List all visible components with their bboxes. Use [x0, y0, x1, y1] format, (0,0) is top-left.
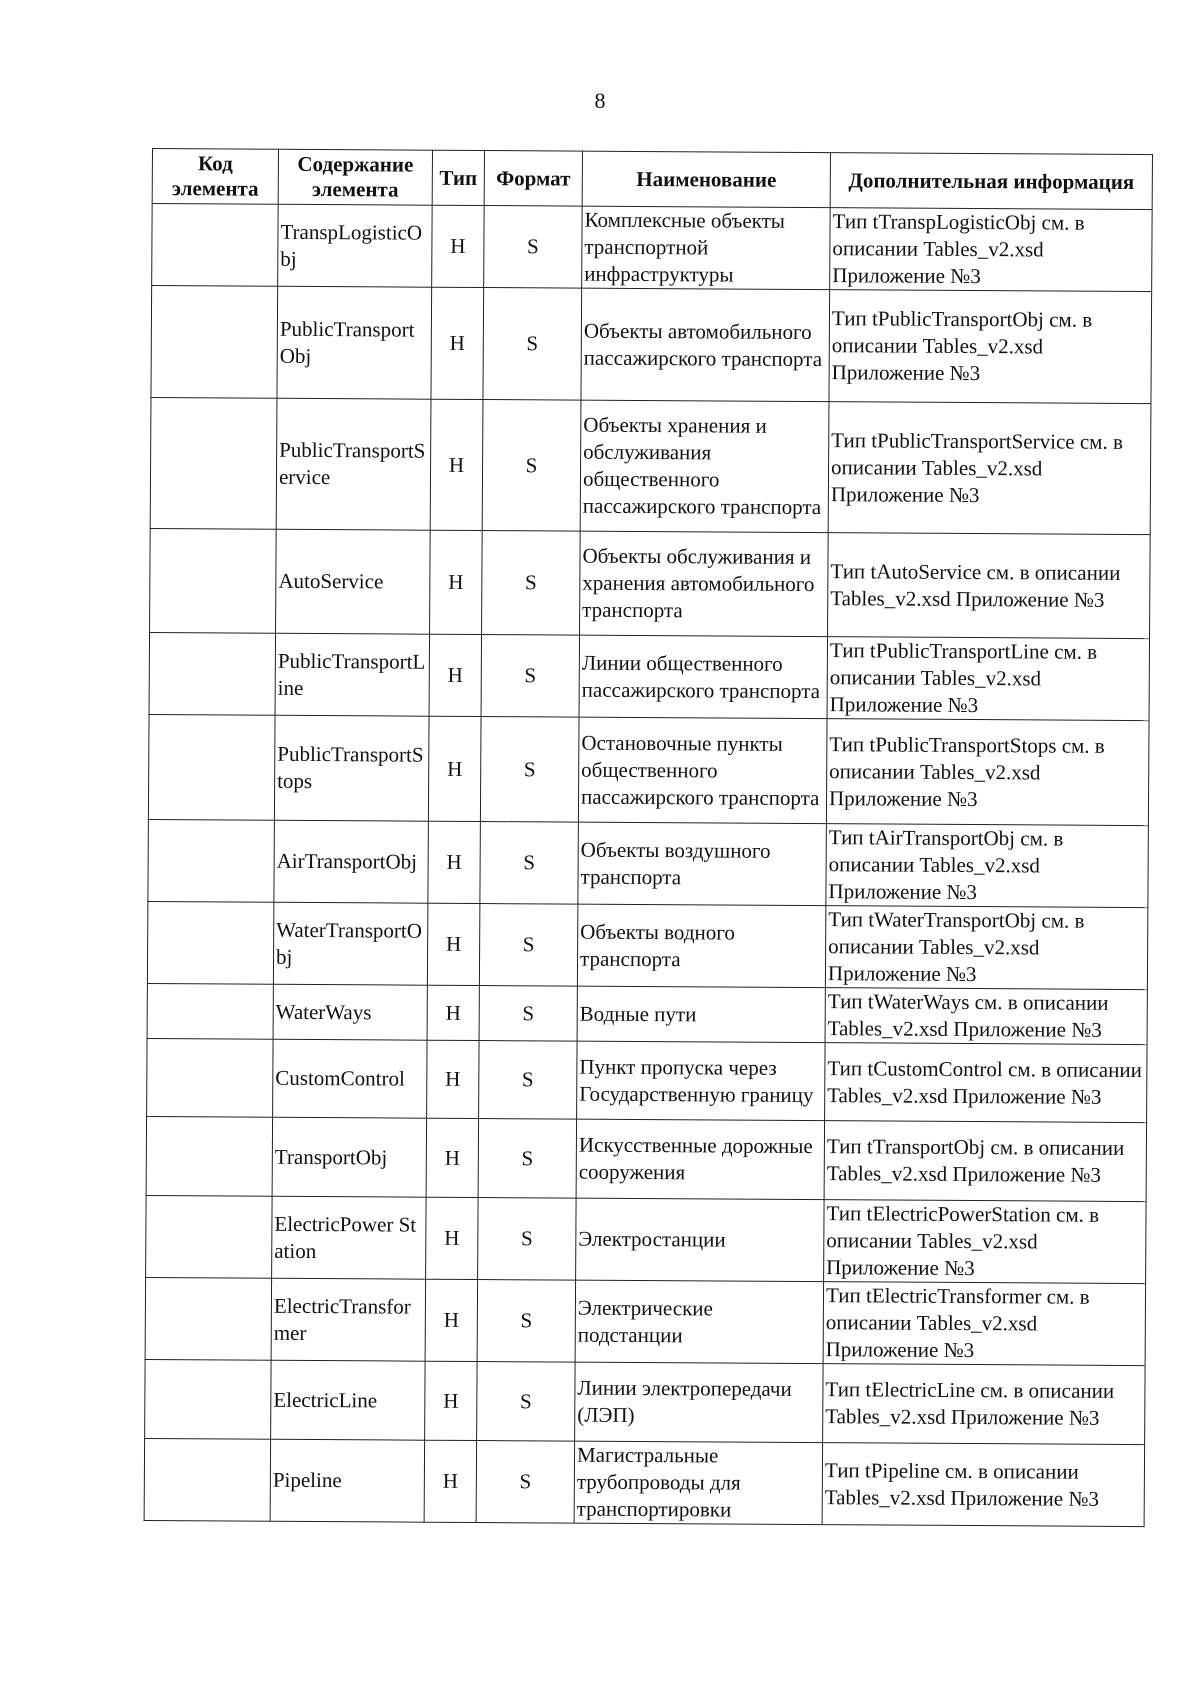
- cell-info: Тип tPublicTransportObj см. в описании Tables_v2.xsd Приложение №3: [829, 290, 1152, 404]
- header-content: Содержание элемента: [278, 149, 432, 205]
- cell-code: [146, 1116, 272, 1196]
- table-row: [145, 1359, 1145, 1444]
- cell-info: Тип tPipeline см. в описании Tables_v2.xsd Приложение №3: [822, 1443, 1144, 1527]
- cell-name: Магистральные трубопроводы для транспортировки: [574, 1441, 822, 1525]
- cell-format: S: [480, 717, 579, 823]
- cell-name: Пункт пропуска через Государственную границу: [577, 1041, 825, 1121]
- cell-code: [147, 983, 273, 1039]
- cell-format: S: [479, 986, 577, 1042]
- cell-name: Остановочные пункты общественного пассажирского транспорта: [578, 717, 827, 824]
- table-row: [152, 204, 1152, 292]
- cell-type: Н: [425, 1279, 477, 1361]
- cell-info: Тип tElectricLine см. в описании Tables_v2.xsd Приложение №3: [823, 1364, 1145, 1445]
- cell-format: S: [476, 1441, 574, 1524]
- cell-type: Н: [432, 205, 484, 287]
- header-info: Дополнительная информация: [830, 153, 1152, 210]
- cell-name: Линии электропередачи (ЛЭП): [575, 1362, 823, 1443]
- cell-type: Н: [427, 985, 479, 1040]
- table-row: [150, 528, 1151, 638]
- cell-type: Н: [431, 287, 484, 399]
- cell-info: Тип tTranspLogisticObj см. в описании Tables_v2.xsd Приложение №3: [830, 208, 1152, 292]
- cell-content: PublicTransportStops: [274, 715, 429, 821]
- cell-code: [147, 901, 273, 984]
- cell-code: [148, 819, 274, 902]
- cell-name: Искусственные дорожные сооружения: [576, 1119, 824, 1200]
- cell-format: S: [479, 904, 577, 987]
- cell-code: [152, 204, 278, 287]
- cell-format: S: [478, 1198, 576, 1281]
- cell-content: AirTransportObj: [274, 820, 428, 903]
- cell-format: S: [481, 635, 579, 718]
- cell-content: ElectricTransformer: [271, 1278, 425, 1361]
- table-row: [148, 819, 1148, 907]
- cell-type: Н: [424, 1440, 476, 1522]
- cell-content: TransportObj: [272, 1117, 426, 1197]
- cell-name: Электростанции: [576, 1198, 824, 1282]
- cell-code: [150, 397, 277, 529]
- cell-code: [146, 1195, 272, 1278]
- cell-code: [149, 632, 275, 715]
- cell-code: [147, 1038, 273, 1117]
- cell-info: Тип tCustomControl см. в описании Tables_v2.xsd Приложение №3: [825, 1043, 1147, 1123]
- cell-content: PublicTransportLine: [275, 633, 429, 716]
- cell-type: Н: [430, 399, 483, 530]
- table-row: [145, 1277, 1145, 1365]
- cell-info: Тип tWaterWays см. в описании Tables_v2.xsd Приложение №3: [825, 988, 1147, 1045]
- cell-name: Объекты хранения и обслуживания общественного пассажирского транспорта: [580, 400, 829, 533]
- cell-content: WaterWays: [273, 984, 427, 1040]
- cell-format: S: [484, 206, 582, 289]
- page-number: 8: [594, 88, 606, 113]
- cell-type: Н: [426, 1197, 478, 1279]
- cell-format: S: [477, 1362, 575, 1442]
- table-row: [148, 714, 1149, 825]
- cell-info: Тип tWaterTransportObj см. в описании Tables_v2.xsd Приложение №3: [825, 906, 1147, 990]
- cell-content: ElectricLine: [271, 1360, 425, 1440]
- cell-code: [145, 1277, 271, 1360]
- table-row: [147, 983, 1147, 1044]
- cell-info: Тип tAutoService см. в описании Tables_v2.xsd Приложение №3: [828, 533, 1151, 639]
- cell-content: PublicTransportObj: [277, 286, 432, 399]
- header-row: [152, 149, 1152, 210]
- cell-code: [144, 1438, 270, 1521]
- cell-content: Pipeline: [270, 1439, 424, 1522]
- cell-content: WaterTransportObj: [273, 902, 427, 985]
- cell-code: [150, 528, 277, 633]
- cell-format: S: [480, 822, 578, 905]
- table-row: [146, 1195, 1146, 1283]
- cell-name: Комплексные объекты транспортной инфраструктуры: [582, 206, 830, 290]
- table-row: [144, 1438, 1144, 1526]
- cell-name: Объекты обслуживания и хранения автомобильного транспорта: [580, 531, 829, 637]
- table-row: [151, 286, 1152, 404]
- cell-content: AutoService: [276, 529, 431, 634]
- cell-info: Тип tAirTransportObj см. в описании Tables_v2.xsd Приложение №3: [826, 824, 1148, 908]
- cell-format: S: [482, 531, 581, 636]
- cell-format: S: [479, 1041, 577, 1120]
- cell-content: PublicTransportService: [276, 398, 431, 530]
- header-format: Формат: [484, 151, 582, 207]
- cell-type: Н: [428, 716, 481, 821]
- cell-format: S: [482, 400, 581, 532]
- cell-format: S: [483, 288, 582, 401]
- table-row: [149, 632, 1149, 720]
- cell-code: [151, 286, 278, 399]
- cell-name: Линии общественного пассажирского транспорта: [579, 635, 827, 719]
- cell-info: Тип tPublicTransportService см. в описании Tables_v2.xsd Приложение №3: [828, 402, 1151, 535]
- table-row: [146, 1116, 1146, 1201]
- cell-type: Н: [430, 530, 483, 634]
- header-code: Код элемента: [152, 149, 278, 205]
- cell-name: Водные пути: [577, 986, 825, 1043]
- cell-format: S: [478, 1119, 576, 1199]
- cell-type: Н: [427, 1040, 479, 1118]
- cell-name: Объекты воздушного транспорта: [578, 822, 826, 906]
- cell-code: [148, 714, 275, 820]
- table-row: [150, 397, 1151, 534]
- table-row: [147, 1038, 1147, 1122]
- cell-type: Н: [427, 903, 479, 985]
- cell-type: Н: [425, 1361, 477, 1440]
- cell-info: Тип tPublicTransportStops см. в описании Tables_v2.xsd Приложение №3: [826, 719, 1149, 826]
- cell-name: Объекты автомобильного пассажирского транспорта: [581, 288, 830, 402]
- cell-content: TranspLogisticObj: [278, 204, 432, 287]
- header-name: Наименование: [582, 151, 830, 208]
- cell-name: Электрические подстанции: [575, 1280, 823, 1364]
- cell-format: S: [477, 1280, 575, 1363]
- cell-info: Тип tElectricPowerStation см. в описании Tables_v2.xsd Приложение №3: [824, 1200, 1146, 1284]
- cell-type: Н: [428, 821, 480, 903]
- cell-name: Объекты водного транспорта: [577, 904, 825, 988]
- cell-type: Н: [426, 1118, 478, 1197]
- header-type: Тип: [432, 150, 484, 205]
- table-row: [147, 901, 1147, 989]
- cell-type: Н: [429, 634, 481, 716]
- cell-info: Тип tPublicTransportLine см. в описании Tables_v2.xsd Приложение №3: [827, 637, 1149, 721]
- cell-content: ElectricPower Station: [272, 1196, 426, 1279]
- cell-info: Тип tTransportObj см. в описании Tables_v2.xsd Приложение №3: [824, 1121, 1146, 1202]
- cell-info: Тип tElectricTransformer см. в описании Tables_v2.xsd Приложение №3: [823, 1282, 1145, 1366]
- cell-content: CustomControl: [273, 1039, 427, 1118]
- cell-code: [145, 1359, 271, 1439]
- elements-table: [144, 148, 1153, 1527]
